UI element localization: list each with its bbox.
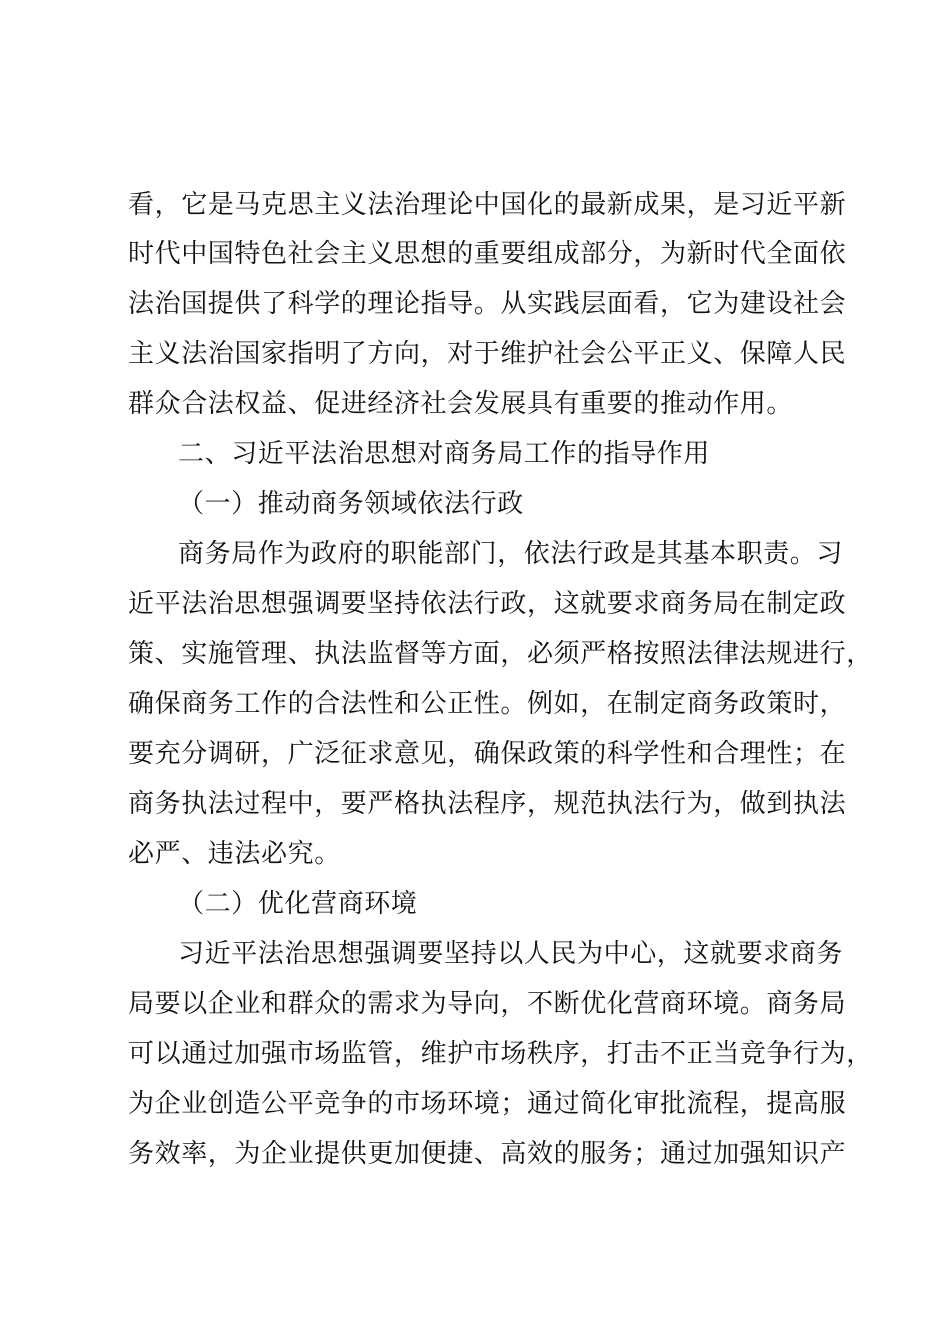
paragraph-line-18: 可以通过加强市场监管，维护市场秩序，打击不正当竞争行为，: [128, 1039, 873, 1069]
paragraph-line-10: 策、实施管理、执法监督等方面，必须严格按照法律法规进行，: [128, 639, 873, 669]
subsection-heading-1: （一）推动商务领域依法行政: [178, 489, 524, 519]
paragraph-line-16: 习近平法治思想强调要坚持以人民为中心，这就要求商务: [178, 939, 844, 969]
paragraph-line-9: 近平法治思想强调要坚持依法行政，这就要求商务局在制定政: [128, 589, 847, 619]
paragraph-line-14: 必严、违法必究。: [128, 839, 341, 869]
paragraph-line-1: 看，它是马克思主义法治理论中国化的最新成果，是习近平新: [128, 190, 847, 220]
paragraph-line-17: 局要以企业和群众的需求为导向，不断优化营商环境。商务局: [128, 989, 847, 1019]
paragraph-line-5: 群众合法权益、促进经济社会发展具有重要的推动作用。: [128, 389, 794, 419]
paragraph-line-3: 法治国提供了科学的理论指导。从实践层面看，它为建设社会: [128, 289, 847, 319]
paragraph-line-13: 商务执法过程中，要严格执法程序，规范执法行为，做到执法: [128, 789, 847, 819]
paragraph-line-12: 要充分调研，广泛征求意见，确保政策的科学性和合理性；在: [128, 739, 847, 769]
paragraph-line-11: 确保商务工作的合法性和公正性。例如，在制定商务政策时，: [128, 689, 847, 719]
section-heading: 二、习近平法治思想对商务局工作的指导作用: [178, 439, 711, 469]
paragraph-line-2: 时代中国特色社会主义思想的重要组成部分，为新时代全面依: [128, 239, 847, 269]
paragraph-line-4: 主义法治国家指明了方向，对于维护社会公平正义、保障人民: [128, 339, 847, 369]
paragraph-line-8: 商务局作为政府的职能部门，依法行政是其基本职责。习: [178, 539, 844, 569]
subsection-heading-2: （二）优化营商环境: [178, 889, 418, 919]
paragraph-line-19: 为企业创造公平竞争的市场环境；通过简化审批流程，提高服: [128, 1089, 847, 1119]
paragraph-line-20: 务效率，为企业提供更加便捷、高效的服务；通过加强知识产: [128, 1139, 847, 1169]
